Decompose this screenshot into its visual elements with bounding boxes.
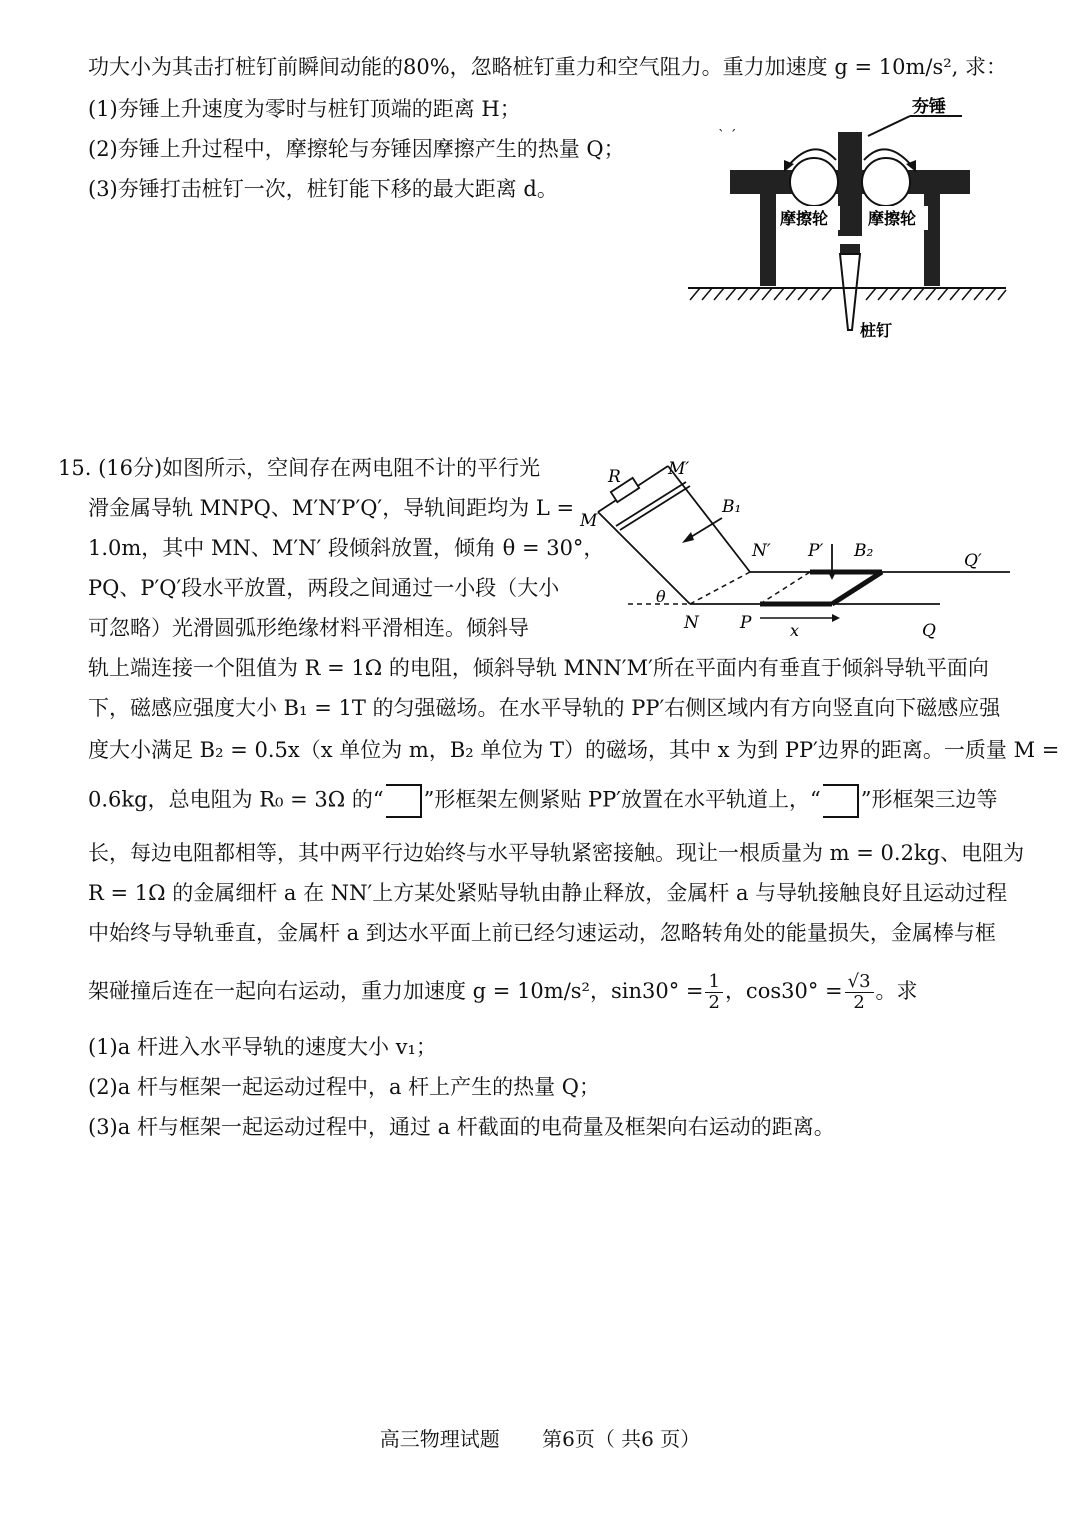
pile-driver-figure — [680, 90, 1020, 380]
b1-arrow-head — [682, 532, 694, 543]
fraction-cos30-denominator: 2 — [853, 992, 865, 1013]
q15-item-2: (2)a 杆与框架一起运动过程中，a 杆上产生的热量 Q； — [88, 1075, 601, 1099]
nail-head — [840, 244, 860, 254]
fraction-sin30 — [705, 972, 722, 1013]
fraction-cos30-numerator: √3 — [845, 972, 874, 993]
frame-right-edge — [832, 572, 882, 604]
q15-line-4: PQ、P′Q′段水平放置，两段之间通过一小段（大小 — [88, 576, 560, 600]
q15-line-7: 下，磁感应强度大小 B₁ = 1T 的匀强磁场。在水平导轨的 PP′右侧区域内有方向竖直向下磁感应强 — [88, 696, 1001, 720]
q15-line-1: 15. (16分)如图所示，空间存在两电阻不计的平行光 — [58, 456, 541, 480]
label-m-prime: M′ — [668, 459, 690, 479]
label-theta: θ — [656, 587, 666, 606]
fraction-sin30-numerator: 1 — [705, 972, 722, 993]
b2-arrow-head — [827, 570, 837, 580]
q14-item-3: (3)夯锤打击桩钉一次，桩钉能下移的最大距离 d。 — [88, 177, 558, 201]
q15-item-1: (1)a 杆进入水平导轨的速度大小 v₁； — [88, 1035, 437, 1059]
q15-line-13-part-a: 架碰撞后连在一起向右运动，重力加速度 g = 10m/s²，sin30° = — [88, 979, 704, 1003]
q15-line-9-part-c: ”形框架三边等 — [860, 787, 998, 812]
q15-line-13-part-c: 。求 — [875, 979, 918, 1003]
fraction-cos30 — [845, 972, 874, 1013]
figure-marks: ˋ ˊ — [718, 128, 737, 144]
rail-m-prime-n-prime — [668, 466, 750, 572]
q15-line-10: 长，每边电阻都相等，其中两平行边始终与水平导轨紧密接触。现让一根质量为 m = 0.2kg、电阻为 — [88, 841, 1025, 865]
label-x: x — [790, 621, 800, 640]
hammer-label: 夯锤 — [912, 97, 946, 117]
rails-figure — [570, 452, 1020, 652]
label-m: M — [580, 511, 598, 531]
q14-item-1: (1)夯锤上升速度为零时与桩钉顶端的距离 H； — [88, 97, 521, 121]
q15-line-3: 1.0m，其中 MN、M′N′ 段倾斜放置，倾角 θ = 30°， — [88, 536, 605, 560]
q15-line-12: 中始终与导轨垂直，金属杆 a 到达水平面上前已经匀速运动，忽略转角处的能量损失，金属棒与框 — [88, 921, 996, 945]
fraction-sin30-denominator: 2 — [708, 992, 720, 1013]
q15-line-9 — [88, 784, 998, 818]
dashed-n-n-prime — [690, 572, 750, 604]
q15-line-8: 度大小满足 B₂ = 0.5x（x 单位为 m，B₂ 单位为 T）的磁场，其中 x 为到 PP′边界的距离。一质量 M = — [88, 738, 1060, 762]
page-footer — [0, 1423, 1080, 1452]
label-r: R — [608, 467, 621, 487]
q15-line-11: R = 1Ω 的金属细杆 a 在 NN′上方某处紧贴导轨由静止释放，金属杆 a 与导轨接触良好且运动过程 — [88, 881, 1008, 905]
hammer-leader-line — [868, 116, 910, 136]
q15-line-6: 轨上端连接一个阻值为 R = 1Ω 的电阻，倾斜导轨 MNN′M′所在平面内有垂直于倾斜导轨平面向 — [88, 656, 989, 680]
frame-left-leg — [760, 194, 776, 286]
q15-line-9-part-a: 0.6kg，总电阻为 R₀ = 3Ω 的“ — [88, 787, 384, 812]
label-q: Q — [922, 621, 936, 641]
friction-wheel-right-label: 摩擦轮 — [868, 209, 917, 228]
rail-mn — [598, 512, 690, 604]
label-b1: B₁ — [722, 497, 742, 517]
nail-shaft — [840, 254, 860, 330]
footer-page-number: 第6页（ 共6 页） — [542, 1427, 701, 1451]
q14-item-2: (2)夯锤上升过程中，摩擦轮与夯锤因摩擦产生的热量 Q； — [88, 137, 625, 161]
friction-wheel-right — [862, 158, 910, 206]
footer-subject: 高三物理试题 — [379, 1427, 500, 1451]
frame-shape-glyph-1 — [386, 784, 422, 818]
x-arrow-head — [832, 614, 840, 622]
dashed-pp-prime — [760, 572, 810, 604]
label-b2: B₂ — [854, 541, 874, 561]
q15-line-2: 滑金属导轨 MNPQ、M′N′P′Q′，导轨间距均为 L = — [88, 496, 575, 520]
q15-line-9-part-b: ”形框架左侧紧贴 PP′放置在水平轨道上，“ — [423, 787, 821, 812]
friction-wheel-left-label: 摩擦轮 — [780, 209, 829, 228]
q15-line-5: 可忽略）光滑圆弧形绝缘材料平滑相连。倾斜导 — [88, 616, 529, 640]
q15-item-3: (3)a 杆与框架一起运动过程中，通过 a 杆截面的电荷量及框架向右运动的距离。 — [88, 1115, 835, 1139]
q15-line-13-part-b: ，cos30° = — [724, 979, 843, 1003]
label-q-prime: Q′ — [964, 551, 982, 571]
label-p-prime: P′ — [808, 541, 824, 561]
frame-shape-glyph-2 — [823, 784, 859, 818]
nail-label: 桩钉 — [860, 321, 893, 340]
hammer-column — [838, 132, 862, 236]
q14-intro: 功大小为其击打桩钉前瞬间动能的80%，忽略桩钉重力和空气阻力。重力加速度 g = 10m/s², 求： — [88, 55, 1007, 79]
label-n: N — [684, 613, 699, 633]
q15-line-13 — [88, 972, 918, 1013]
friction-wheel-left — [790, 158, 838, 206]
label-p: P — [740, 613, 752, 633]
label-n-prime: N′ — [752, 541, 771, 561]
